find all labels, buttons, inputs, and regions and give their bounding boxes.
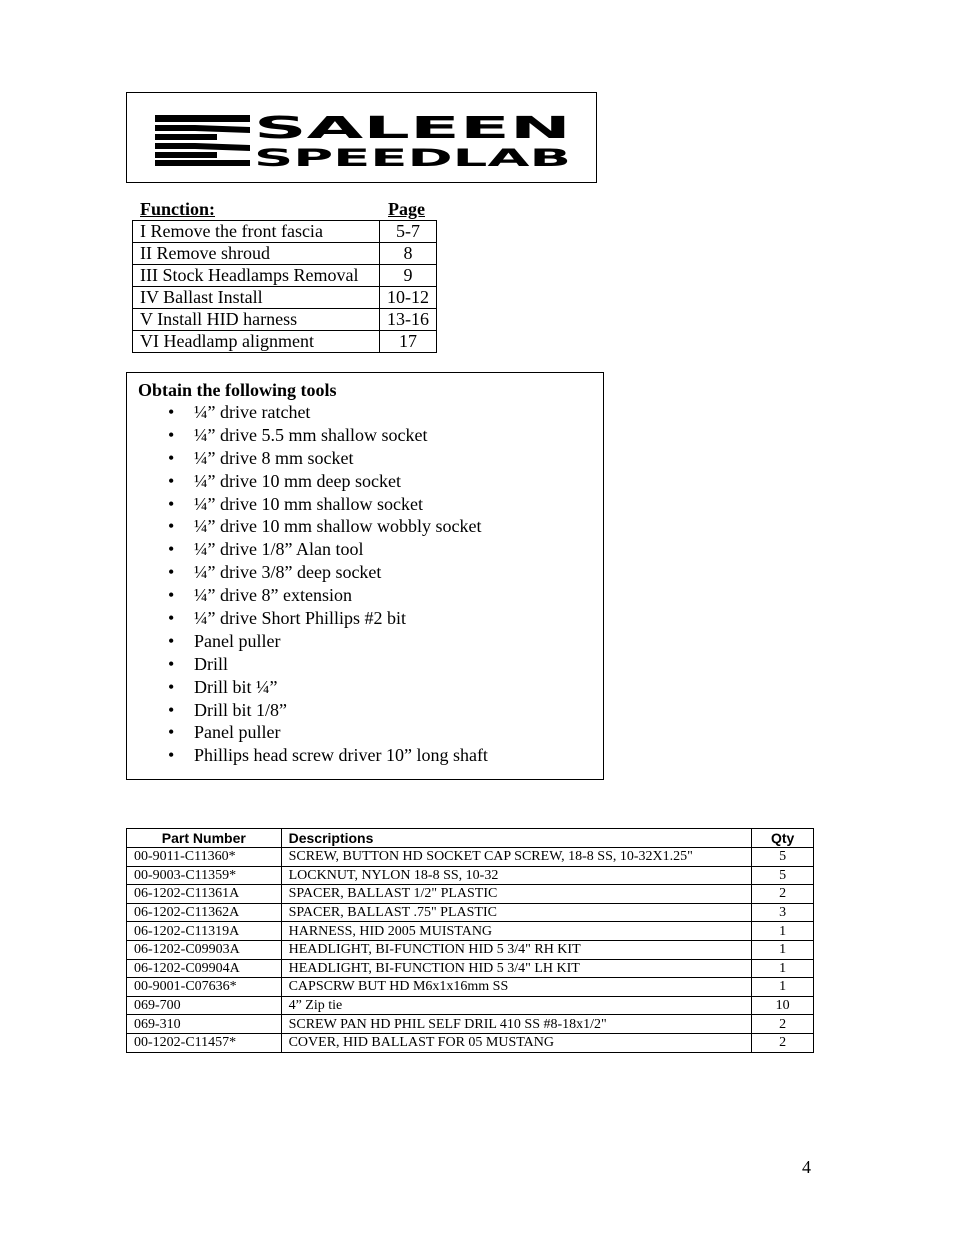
logo-stripes [155,115,250,166]
table-row [127,885,814,904]
page-header: Page [388,199,425,219]
tool-item [127,699,488,722]
function-page: 5-7 [380,221,437,243]
tools-box [126,372,604,780]
function-table [132,220,437,353]
tool-label: ¼” drive 10 mm deep socket [194,470,401,491]
part-qty: 1 [752,940,814,959]
saleen-speedlab-logo [126,92,597,183]
tool-item [127,470,488,493]
bullet-icon: • [168,653,175,674]
part-number: 069-700 [127,996,282,1015]
part-qty: 2 [752,1033,814,1052]
tool-label: ¼” drive 8 mm socket [194,447,354,468]
part-qty: 5 [752,848,814,867]
function-name: V Install HID harness [133,309,380,331]
tool-label: Panel puller [194,722,281,743]
part-qty: 2 [752,1015,814,1034]
function-row [133,221,437,243]
function-row [133,265,437,287]
logo-graphic [127,93,598,184]
bullet-icon: • [168,745,175,766]
part-description: HEADLIGHT, BI-FUNCTION HID 5 3/4" LH KIT [281,959,752,978]
function-page: 13-16 [380,309,437,331]
function-row [133,287,437,309]
bullet-icon: • [168,402,175,422]
tool-item [127,630,488,653]
part-qty: 5 [752,866,814,885]
part-number: 06-1202-C11319A [127,922,282,941]
function-page: 10-12 [380,287,437,309]
tool-item [127,538,488,561]
function-name: VI Headlamp alignment [133,331,380,353]
part-description: HEADLIGHT, BI-FUNCTION HID 5 3/4" RH KIT [281,940,752,959]
logo-line2: SPEEDLAB [254,144,571,172]
tool-label: ¼” drive ratchet [194,402,311,422]
bullet-icon: • [168,676,175,697]
bullet-icon: • [168,562,175,583]
table-row [127,848,814,867]
part-number-header: Part Number [127,829,282,848]
part-description: SPACER, BALLAST .75" PLASTIC [281,903,752,922]
tool-label: ¼” drive 3/8” deep socket [194,562,382,583]
tool-item [127,744,488,767]
part-number: 06-1202-C09904A [127,959,282,978]
table-row [127,996,814,1015]
function-name: II Remove shroud [133,243,380,265]
function-page: 17 [380,331,437,353]
part-number: 06-1202-C09903A [127,940,282,959]
part-number: 06-1202-C11362A [127,903,282,922]
bullet-icon: • [168,699,175,720]
bullet-icon: • [168,424,175,445]
tool-label: ¼” drive 1/8” Alan tool [194,539,364,560]
tool-item [127,515,488,538]
tool-label: ¼” drive Short Phillips #2 bit [194,608,407,629]
bullet-icon: • [168,447,175,468]
part-number: 00-9001-C07636* [127,978,282,997]
tool-item [127,607,488,630]
tool-label: Phillips head screw driver 10” long shaft [194,745,488,766]
part-qty: 2 [752,885,814,904]
part-qty: 1 [752,959,814,978]
tool-item [127,447,488,470]
tool-label: Panel puller [194,630,281,651]
part-description: SCREW PAN HD PHIL SELF DRIL 410 SS #8-18x1/2" [281,1015,752,1034]
parts-table [126,828,814,1053]
tool-item [127,653,488,676]
tool-label: Drill bit ¼” [194,676,278,697]
tool-label: ¼” drive 10 mm shallow socket [194,493,423,514]
table-row [127,940,814,959]
tool-item [127,561,488,584]
table-row [127,866,814,885]
part-qty: 3 [752,903,814,922]
qty-header: Qty [752,829,814,848]
table-row [127,1015,814,1034]
part-number: 069-310 [127,1015,282,1034]
function-header: Function: [140,199,216,219]
tool-item [127,401,488,424]
part-qty: 1 [752,922,814,941]
function-name: III Stock Headlamps Removal [133,265,380,287]
function-row [133,309,437,331]
table-row [127,903,814,922]
function-row [133,331,437,353]
table-row [127,1033,814,1052]
bullet-icon: • [168,539,175,560]
function-page: 8 [380,243,437,265]
tool-item [127,676,488,699]
function-name: IV Ballast Install [133,287,380,309]
part-description: LOCKNUT, NYLON 18-8 SS, 10-32 [281,866,752,885]
tool-label: Drill bit 1/8” [194,699,287,720]
table-row [127,959,814,978]
bullet-icon: • [168,722,175,743]
tool-item [127,493,488,516]
part-description: 4” Zip tie [281,996,752,1015]
part-number: 06-1202-C11361A [127,885,282,904]
part-description: SCREW, BUTTON HD SOCKET CAP SCREW, 18-8 SS, 10-32X1.25" [281,848,752,867]
bullet-icon: • [168,516,175,537]
tool-label: Drill [194,653,228,674]
bullet-icon: • [168,493,175,514]
bullet-icon: • [168,630,175,651]
function-row [133,243,437,265]
part-number: 00-9003-C11359* [127,866,282,885]
part-description: HARNESS, HID 2005 MUISTANG [281,922,752,941]
tools-list [127,401,488,767]
table-row [127,978,814,997]
function-name: I Remove the front fascia [133,221,380,243]
descriptions-header: Descriptions [281,829,752,848]
part-description: COVER, HID BALLAST FOR 05 MUSTANG [281,1033,752,1052]
tool-label: ¼” drive 5.5 mm shallow socket [194,424,428,445]
part-description: CAPSCRW BUT HD M6x1x16mm SS [281,978,752,997]
tool-label: ¼” drive 8” extension [194,585,352,606]
tool-item [127,424,488,447]
tools-title: Obtain the following tools [138,380,337,400]
tool-item [127,584,488,607]
part-qty: 1 [752,978,814,997]
function-page: 9 [380,265,437,287]
part-qty: 10 [752,996,814,1015]
logo-line1: SALEEN [254,111,571,146]
bullet-icon: • [168,470,175,491]
part-number: 00-1202-C11457* [127,1033,282,1052]
page-number: 4 [802,1157,811,1177]
tool-label: ¼” drive 10 mm shallow wobbly socket [194,516,482,537]
table-row [127,922,814,941]
bullet-icon: • [168,585,175,606]
tool-item [127,721,488,744]
parts-header-row [127,829,814,848]
bullet-icon: • [168,608,175,629]
part-description: SPACER, BALLAST 1/2" PLASTIC [281,885,752,904]
part-number: 00-9011-C11360* [127,848,282,867]
